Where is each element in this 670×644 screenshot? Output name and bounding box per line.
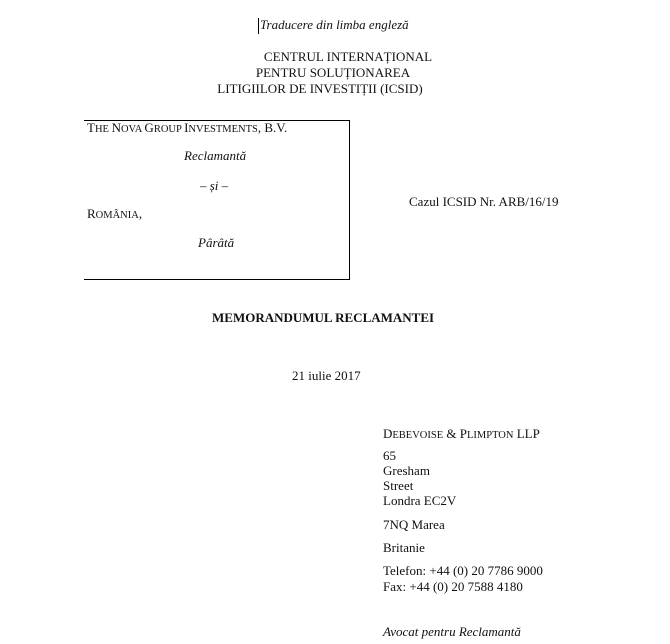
text-cursor: [258, 18, 259, 34]
translation-note: Traducere din limba engleză: [260, 17, 409, 32]
institution-header: [0, 49, 670, 97]
institution-line-2: PENTRU SOLUȚIONAREA: [255, 65, 411, 80]
claimant-role: Reclamantă: [184, 148, 247, 163]
respondent-name: ROMÂNIA,: [87, 206, 143, 221]
parties-box: [84, 120, 350, 280]
counsel-fax: Fax: +44 (0) 20 7588 4180: [383, 579, 523, 594]
counsel-address: [383, 448, 456, 508]
counsel-phone: Telefon: +44 (0) 20 7786 9000: [383, 563, 543, 578]
case-number: Cazul ICSID Nr. ARB/16/19: [409, 194, 559, 209]
address-line: Gresham: [383, 463, 430, 478]
address-line: 65: [383, 448, 396, 463]
counsel-role: Avocat pentru Reclamantă: [383, 624, 521, 639]
parties-connector: – și –: [200, 178, 229, 193]
address-postcode: 7NQ Marea: [383, 517, 445, 532]
document-date: 21 iulie 2017: [292, 368, 361, 383]
address-line: Street: [383, 478, 414, 493]
document-title: MEMORANDUMUL RECLAMANTEI: [212, 310, 435, 325]
respondent-role: Pârâtă: [198, 235, 235, 250]
address-country: Britanie: [383, 540, 425, 555]
institution-line-1: CENTRUL INTERNAȚIONAL: [263, 49, 433, 64]
claimant-name: THE NOVA GROUP INVESTMENTS, B.V.: [87, 120, 288, 135]
counsel-firm: DEBEVOISE & PLIMPTON LLP: [383, 426, 540, 441]
address-line: Londra EC2V: [383, 493, 457, 508]
institution-line-3: LITIGIILOR DE INVESTIȚII (ICSID): [217, 81, 423, 96]
